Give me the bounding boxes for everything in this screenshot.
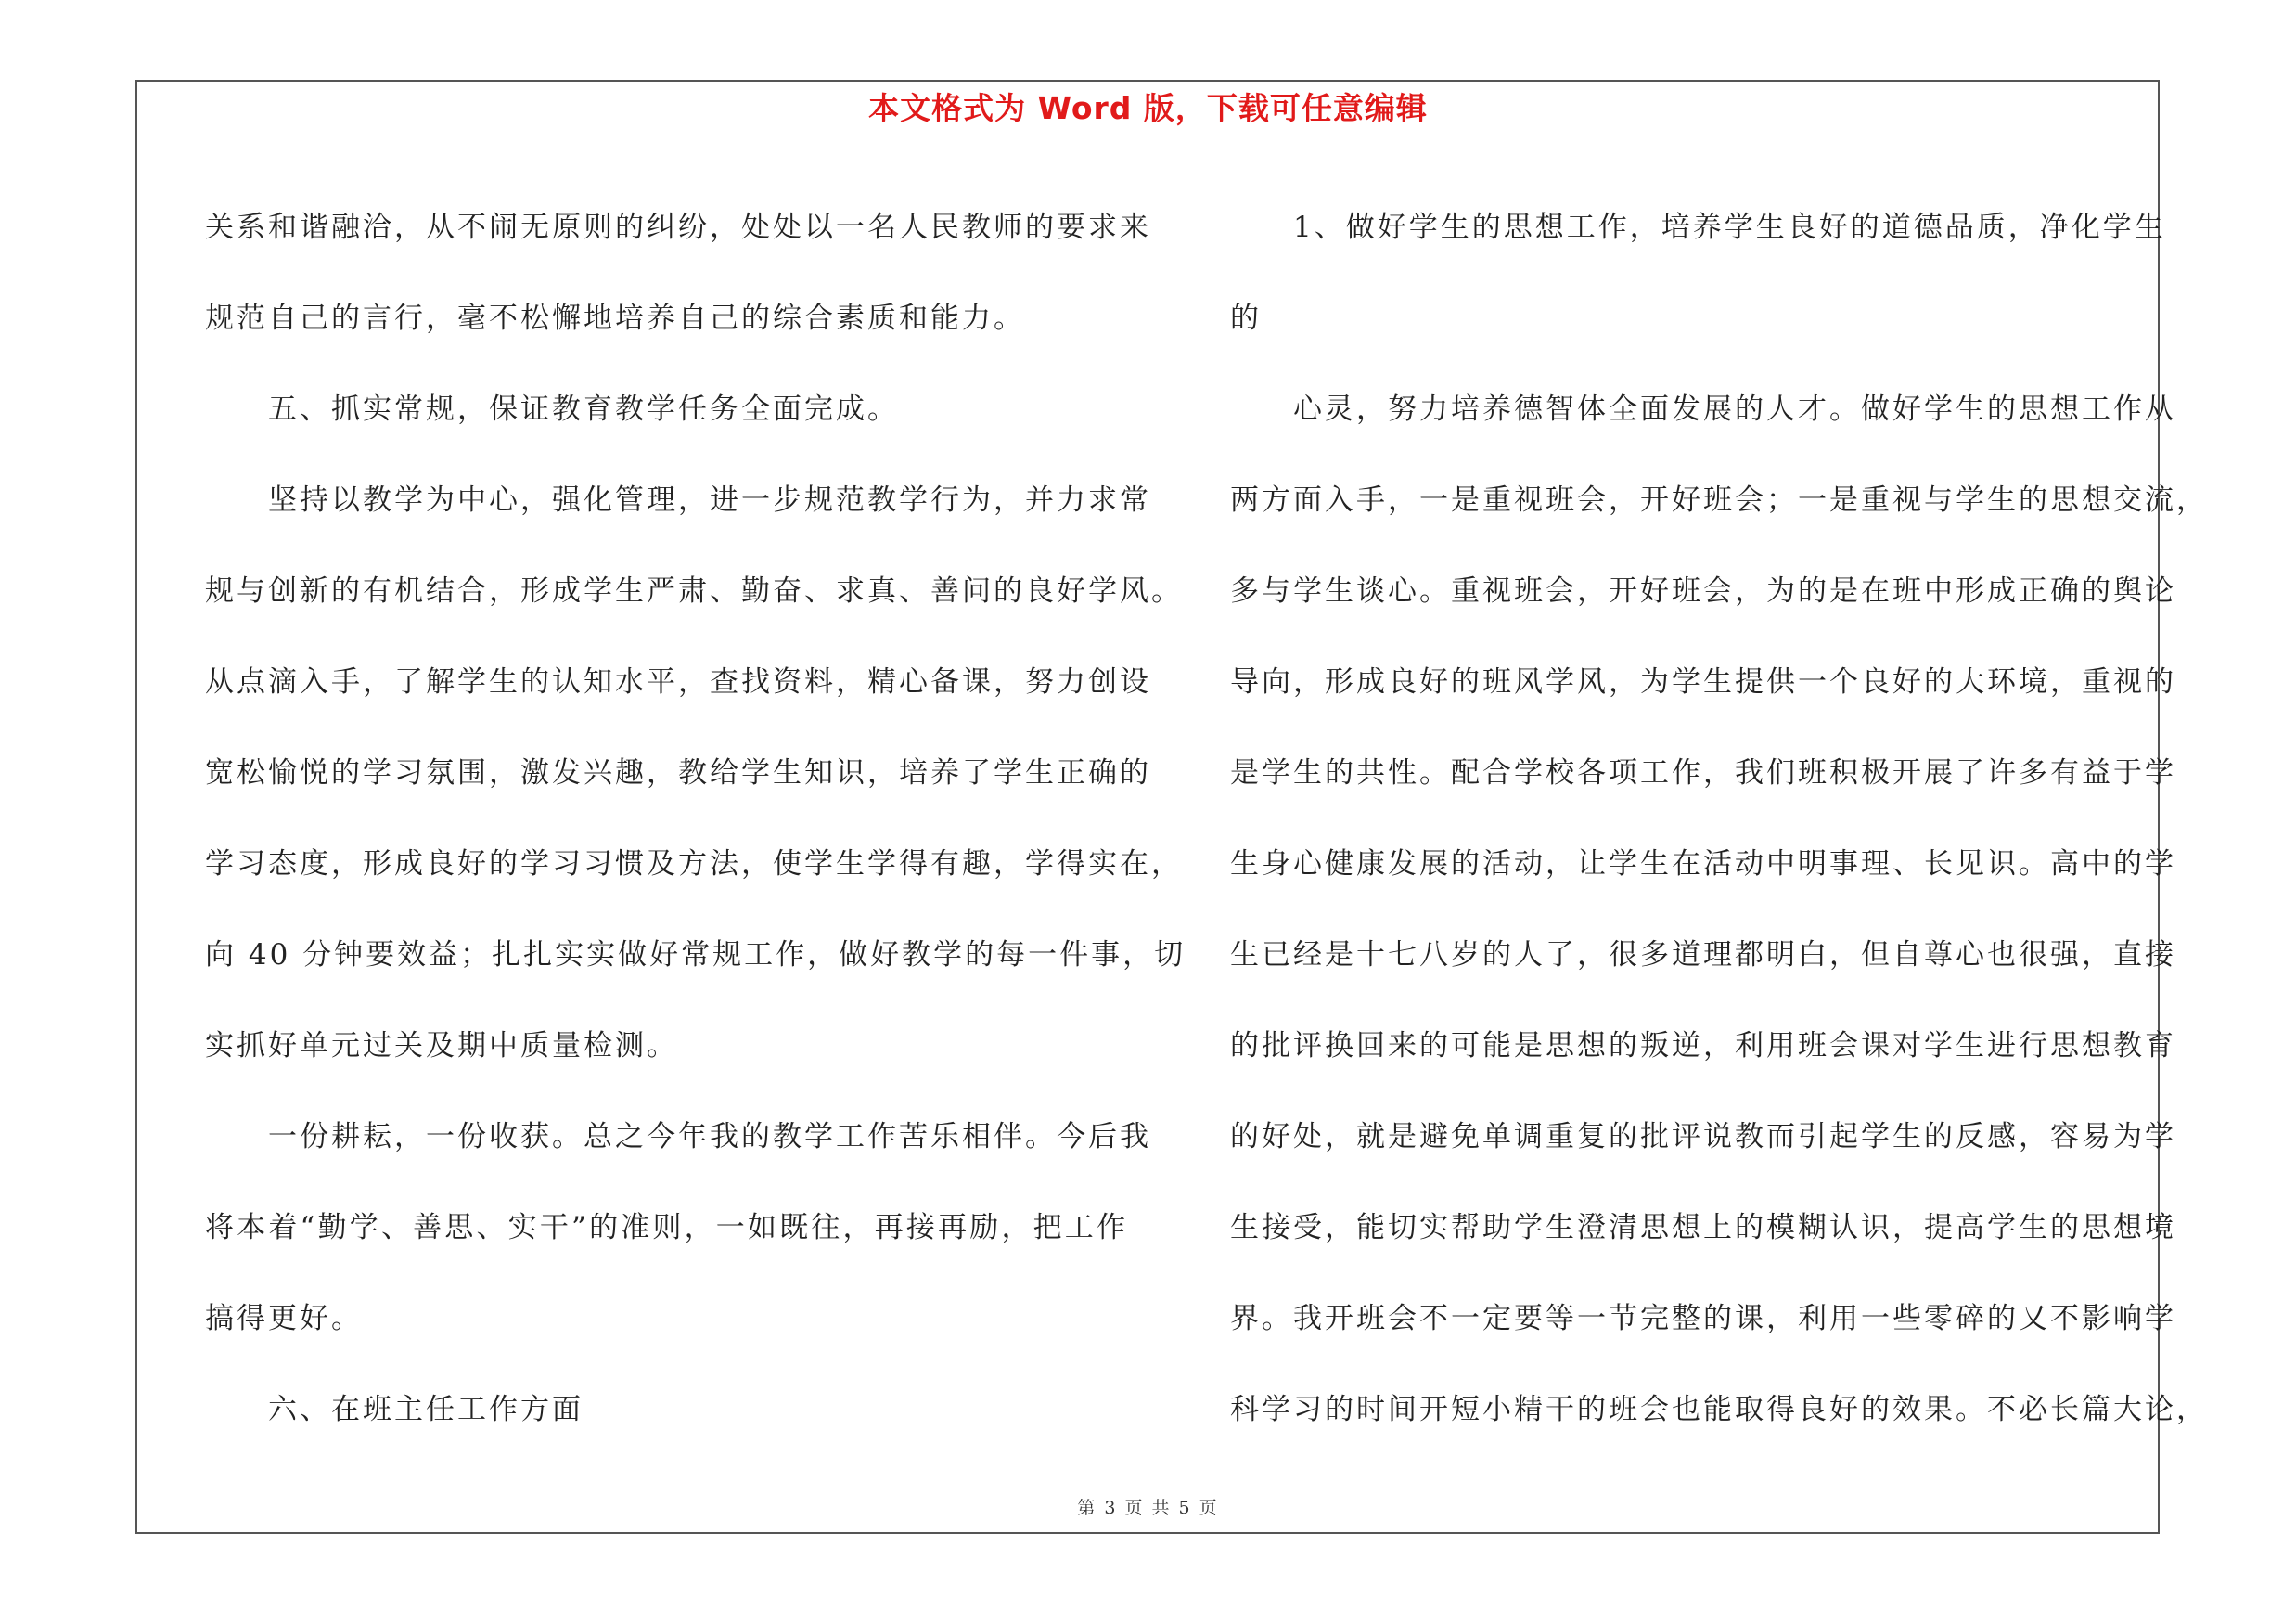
text-line: 六、在班主任工作方面 [268,1393,584,1426]
left-text-column [205,182,1186,1455]
text-line: 关系和谐融洽，从不闹无原则的纠纷，处处以一名人民教师的要求来 [205,211,1151,244]
text-line: 的好处，就是避免单调重复的批评说教而引起学生的反感，容易为学 [1230,1120,2176,1153]
text-line: 从点滴入手，了解学生的认知水平，查找资料，精心备课，努力创设 [205,665,1151,699]
text-line: 生接受，能切实帮助学生澄清思想上的模糊认识，提高学生的思想境 [1230,1211,2176,1244]
page-number-footer: 第 3 页 共 5 页 [1077,1498,1219,1518]
text-line: 是学生的共性。配合学校各项工作，我们班积极开展了许多有益于学 [1230,756,2176,790]
text-line: 实抓好单元过关及期中质量检测。 [205,1029,678,1063]
text-line: 规范自己的言行，毫不松懈地培养自己的综合素质和能力。 [205,302,1025,335]
text-line: 搞得更好。 [205,1302,363,1335]
right-text-column [1230,182,2208,1455]
text-line: 导向，形成良好的班风学风，为学生提供一个良好的大环境，重视的 [1230,665,2176,699]
text-line: 多与学生谈心。重视班会，开好班会，为的是在班中形成正确的舆论 [1230,574,2176,608]
text-line: 宽松愉悦的学习氛围，激发兴趣，教给学生知识，培养了学生正确的 [205,756,1151,790]
text-line: 的 [1230,302,1262,335]
text-line: 1、做好学生的思想工作，培养学生良好的道德品质，净化学生 [1293,211,2166,244]
text-line: 坚持以教学为中心，强化管理，进一步规范教学行为，并力求常 [268,483,1151,517]
text-line: 两方面入手，一是重视班会，开好班会；一是重视与学生的思想交流， [1230,483,2208,517]
format-notice-banner: 本文格式为 Word 版，下载可任意编辑 [868,90,1428,126]
text-line: 五、抓实常规，保证教育教学任务全面完成。 [268,393,899,426]
text-line: 将本着“勤学、善思、实干”的准则，一如既往，再接再励，把工作 [205,1211,1128,1244]
text-line: 学习态度，形成良好的学习习惯及方法，使学生学得有趣，学得实在， [205,847,1183,881]
text-line: 一份耕耘，一份收获。总之今年我的教学工作苦乐相伴。今后我 [268,1120,1151,1153]
text-line: 的批评换回来的可能是思想的叛逆，利用班会课对学生进行思想教育 [1230,1029,2176,1063]
text-line: 界。我开班会不一定要等一节完整的课，利用一些零碎的又不影响学 [1230,1302,2176,1335]
text-line: 科学习的时间开短小精干的班会也能取得良好的效果。不必长篇大论， [1230,1393,2208,1426]
text-line: 心灵，努力培养德智体全面发展的人才。做好学生的思想工作从 [1293,393,2176,426]
text-line: 生已经是十七八岁的人了，很多道理都明白，但自尊心也很强，直接 [1230,938,2176,972]
text-line: 规与创新的有机结合，形成学生严肃、勤奋、求真、善问的良好学风。 [205,574,1183,608]
text-line: 生身心健康发展的活动，让学生在活动中明事理、长见识。高中的学 [1230,847,2176,881]
text-line: 向 40 分钟要效益；扎扎实实做好常规工作，做好教学的每一件事，切 [205,938,1186,972]
